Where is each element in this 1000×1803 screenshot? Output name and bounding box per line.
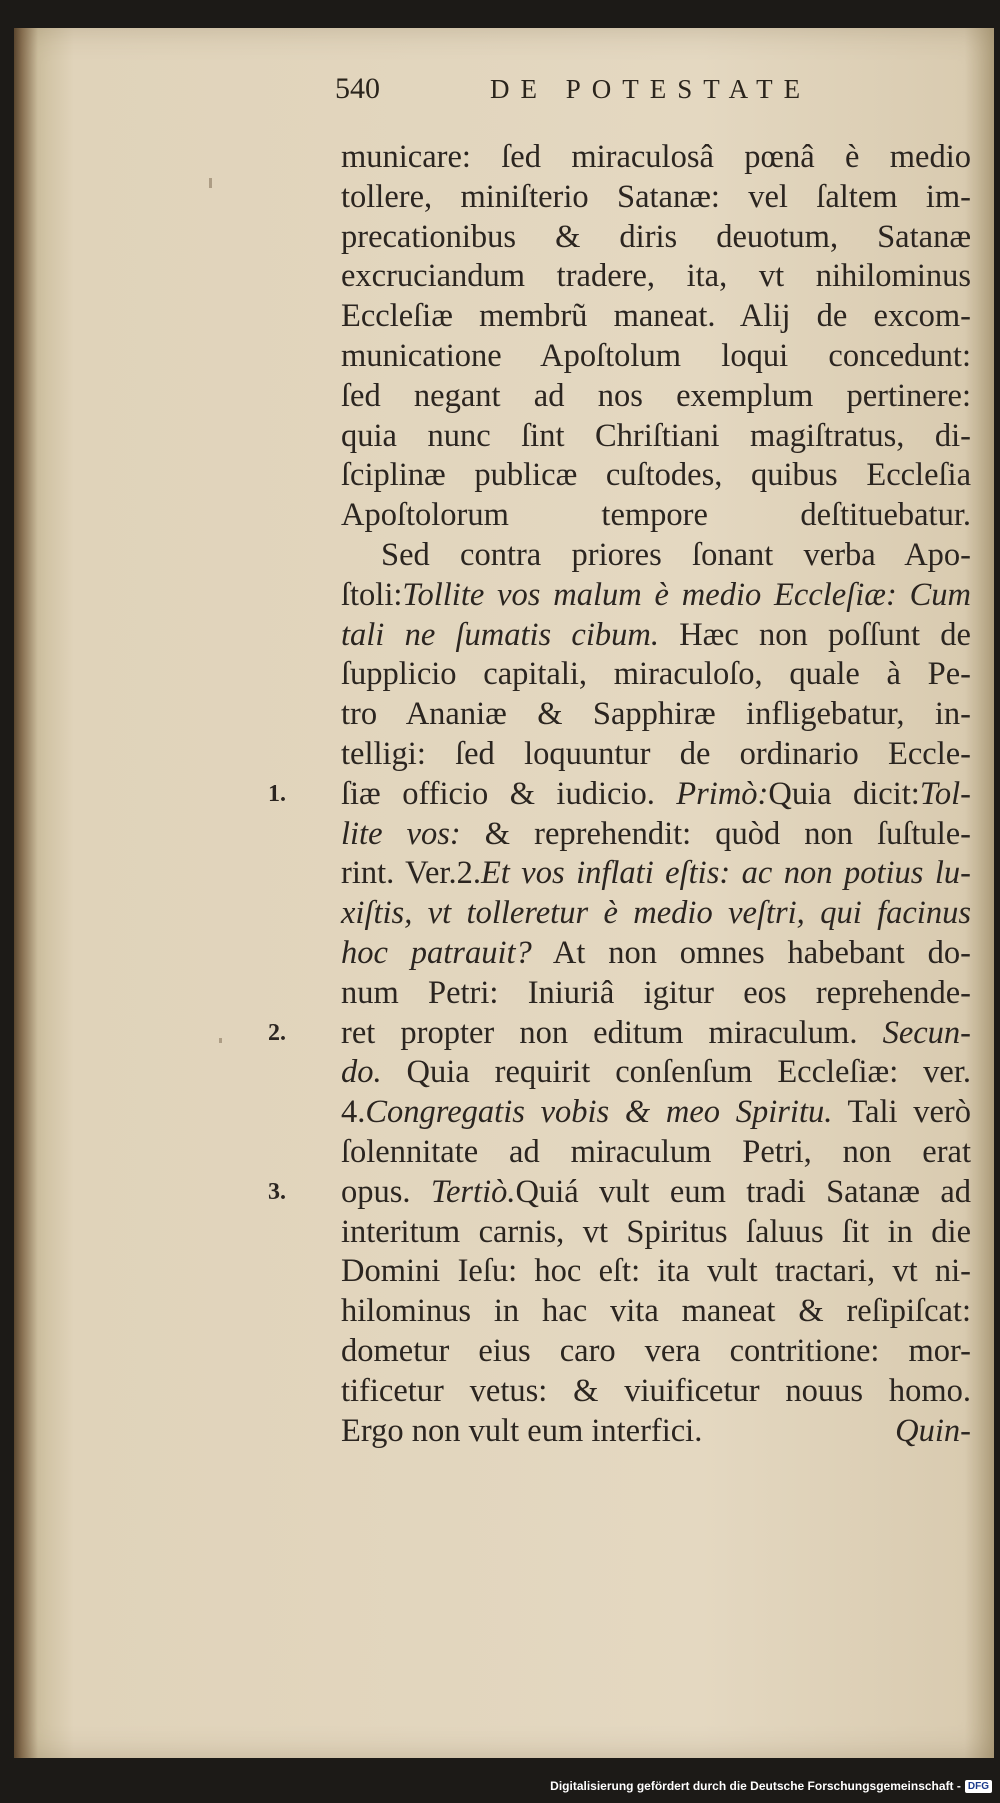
text-line	[341, 218, 971, 258]
text-segment: Quia dicit:	[768, 775, 920, 812]
text-segment: At non omnes habebant do-	[531, 934, 972, 971]
text-segment: tificetur vetus: & viuificetur nouus homo.	[341, 1372, 971, 1409]
page-number: 540	[335, 72, 380, 105]
text-segment: tro Ananiæ & Sapphiræ infligebatur, in-	[341, 696, 971, 733]
text-line	[341, 337, 971, 377]
text-segment: Domini Ieſu: hoc eſt: ita vult tractari, vt ni-	[341, 1253, 971, 1290]
catchword: Quin-	[895, 1412, 971, 1449]
text-segment: 4.	[341, 1094, 366, 1131]
text-line	[341, 536, 971, 576]
text-line	[341, 1213, 971, 1253]
text-segment: excruciandum tradere, ita, vt nihilominus	[341, 258, 971, 295]
italic-segment: tali ne ſumatis cibum.	[341, 616, 659, 653]
dfg-logo: DFG	[965, 1780, 992, 1793]
text-line	[341, 1252, 971, 1292]
text-line	[341, 1014, 971, 1054]
text-segment: dometur eius caro vera contritione: mor-	[341, 1332, 971, 1369]
text-line	[341, 974, 971, 1014]
text-segment: ret propter non editum miraculum.	[341, 1014, 883, 1051]
margin-number: 2.	[268, 1019, 286, 1046]
text-line	[341, 775, 971, 815]
text-line	[341, 257, 971, 297]
italic-segment: Et vos inflati eſtis: ac non potius lu-	[480, 855, 971, 892]
text-segment: ſolennitate ad miraculum Petri, non erat	[341, 1133, 971, 1170]
text-line	[341, 1053, 971, 1093]
text-line	[341, 417, 971, 457]
text-line	[341, 854, 971, 894]
text-segment: interitum carnis, vt Spiritus ſaluus ſit in die	[341, 1213, 971, 1250]
paper-speck	[219, 1038, 222, 1043]
text-segment: ſciplinæ publicæ cuſtodes, quibus Eccleſia	[341, 457, 971, 494]
italic-segment: Congregatis vobis & meo Spiritu.	[365, 1094, 833, 1131]
text-segment: hilominus in hac vita maneat & reſipiſcat:	[341, 1293, 971, 1330]
page-header	[335, 72, 835, 116]
text-line	[341, 655, 971, 695]
text-segment: Ergo non vult eum interfici.	[341, 1412, 703, 1449]
text-line	[341, 1173, 971, 1213]
text-segment: Hæc non poſſunt de	[658, 616, 971, 653]
text-segment: Eccleſiæ membrũ maneat. Alij de excom-	[341, 298, 971, 335]
text-line	[341, 496, 971, 536]
text-segment: telligi: ſed loquuntur de ordinario Eccle-	[341, 735, 971, 772]
text-line	[341, 1292, 971, 1332]
text-segment: tollere, miniſterio Satanæ: vel ſaltem im-	[341, 178, 971, 215]
text-line	[341, 297, 971, 337]
margin-number: 1.	[268, 780, 286, 807]
text-segment: Sed contra priores ſonant verba Apo-	[381, 536, 971, 573]
text-line	[341, 735, 971, 775]
italic-segment: Tollite vos malum è medio Eccleſiæ: Cum	[402, 576, 971, 613]
text-segment: Apoſtolorum tempore deſtituebatur.	[341, 497, 971, 534]
text-line	[341, 377, 971, 417]
text-segment: ſtoli:	[341, 576, 403, 613]
text-line	[341, 1412, 971, 1452]
text-line	[341, 576, 971, 616]
paper-speck	[209, 178, 212, 188]
italic-segment: Tol-	[919, 775, 972, 812]
text-segment: precationibus & diris deuotum, Satanæ	[341, 218, 971, 255]
text-line	[341, 616, 971, 656]
text-line	[341, 1093, 971, 1133]
text-segment: num Petri: Iniuriâ igitur eos reprehende-	[341, 974, 971, 1011]
text-line	[341, 1332, 971, 1372]
text-segment: municatione Apoſtolum loqui concedunt:	[341, 337, 971, 374]
text-line	[341, 695, 971, 735]
text-segment: municare: ſed miraculosâ pœnâ è medio	[341, 139, 971, 175]
text-line	[341, 815, 971, 855]
text-segment: Tali verò	[832, 1094, 972, 1131]
text-segment: rint. Ver.2.	[341, 855, 481, 892]
text-segment: ſiæ officio & iudicio.	[341, 775, 677, 812]
italic-segment: Secun-	[882, 1014, 971, 1051]
margin-number: 3.	[268, 1178, 286, 1205]
italic-segment: hoc patrauit?	[341, 934, 532, 971]
body-text	[341, 138, 971, 1451]
credit-text: Digitalisierung gefördert durch die Deutsche Forschungsgemeinschaft -	[550, 1779, 961, 1793]
text-segment: Quiá vult eum tradi Satanæ ad	[515, 1173, 971, 1210]
text-segment: ſed negant ad nos exemplum pertinere:	[341, 377, 971, 414]
italic-segment: xiſtis, vt tolleretur è medio veſtri, qui facinus	[341, 895, 971, 932]
text-line	[341, 934, 971, 974]
text-segment: ſupplicio capitali, miraculoſo, quale à Pe-	[341, 656, 971, 693]
text-segment: Quia requirit conſenſum Eccleſiæ: ver.	[381, 1054, 971, 1091]
text-segment: quia nunc ſint Chriſtiani magiſtratus, di-	[341, 417, 971, 454]
text-line	[341, 138, 971, 178]
digitization-credit	[550, 1775, 992, 1797]
text-segment: & reprehendit: quòd non ſuſtule-	[460, 815, 971, 852]
text-line	[341, 178, 971, 218]
italic-segment: Primò:	[676, 775, 769, 812]
text-line	[341, 894, 971, 934]
text-line	[341, 1372, 971, 1412]
italic-segment: do.	[341, 1054, 382, 1091]
text-line	[341, 1133, 971, 1173]
running-title: DE POTESTATE	[490, 74, 812, 104]
text-segment: opus.	[341, 1173, 431, 1210]
italic-segment: Tertiò.	[430, 1173, 516, 1210]
text-line	[341, 456, 971, 496]
italic-segment: lite vos:	[341, 815, 461, 852]
